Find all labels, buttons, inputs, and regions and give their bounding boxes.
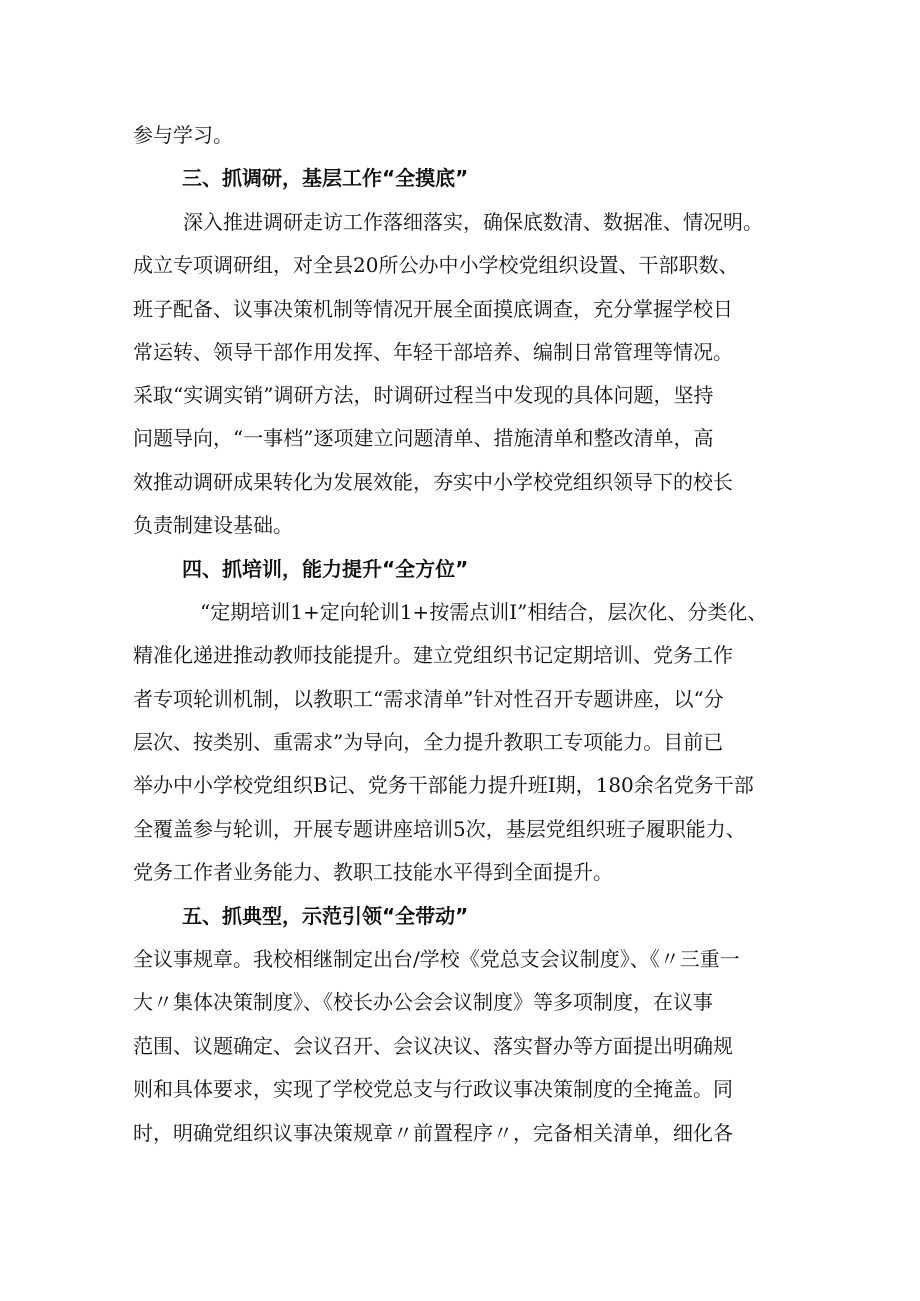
body-line: 层次、按类别、重需求”为导向，全力提升教职工专项能力。目前已 xyxy=(133,730,724,754)
body-line: 党务工作者业务能力、教职工技能水平得到全面提升。 xyxy=(133,860,613,884)
body-line: 负责制建设基础。 xyxy=(133,513,293,537)
paragraph-first-line: 深入推进调研走访工作落细落实，确保底数清、数据准、情况明。 xyxy=(183,210,763,234)
body-line: 大〃集体决策制度》、《校长办公会会议制度》等多项制度，在议事 xyxy=(133,990,713,1014)
paragraph-first-line: “定期培训1+定向轮训1+按需点训I”相结合，层次化、分类化、 xyxy=(200,600,768,624)
body-line: 者专项轮训机制，以教职工“需求清单”针对性召开专题讲座，以“分 xyxy=(133,687,724,711)
body-line: 全覆盖参与轮训，开展专题讲座培训5次，基层党组织班子履职能力、 xyxy=(133,817,746,841)
body-line: 则和具体要求，实现了学校党总支与行政议事决策制度的全掩盖。同 xyxy=(133,1077,733,1101)
body-line: 成立专项调研组，对全县20所公办中小学校党组织设置、干部职数、 xyxy=(133,253,739,277)
section-heading: 四、抓培训，能力提升“全方位” xyxy=(182,557,469,581)
body-line: 范围、议题确定、会议召开、会议决议、落实督办等方面提出明确规 xyxy=(133,1034,733,1058)
body-line: 采取“实调实销”调研方法，时调研过程当中发现的具体问题，坚持 xyxy=(133,383,714,407)
body-line: 全议事规章。我校相继制定出台/学校《党总支会议制度》、《〃三重一 xyxy=(133,947,740,971)
body-line: 效推动调研成果转化为发展效能，夯实中小学校党组织领导下的校长 xyxy=(133,470,733,494)
body-line: 常运转、领导干部作用发挥、年轻干部培养、编制日常管理等情况。 xyxy=(133,340,733,364)
body-line: 举办中小学校党组织B记、党务干部能力提升班I期，180余名党务干部 xyxy=(133,773,754,797)
section-heading: 五、抓典型，示范引领“全带动” xyxy=(182,904,469,928)
body-line: 参与学习。 xyxy=(133,123,233,147)
body-line: 时，明确党组织议事决策规章〃前置程序〃，完备相关清单，细化各 xyxy=(133,1121,733,1145)
section-heading: 三、抓调研，基层工作“全摸底” xyxy=(182,166,469,190)
body-line: 班子配备、议事决策机制等情况开展全面摸底调查，充分掌握学校日 xyxy=(133,297,733,321)
body-line: 精准化递进推动教师技能提升。建立党组织书记定期培训、党务工作 xyxy=(133,643,733,667)
body-line: 问题导向，“一事档”逐项建立问题清单、措施清单和整改清单，高 xyxy=(133,426,714,450)
